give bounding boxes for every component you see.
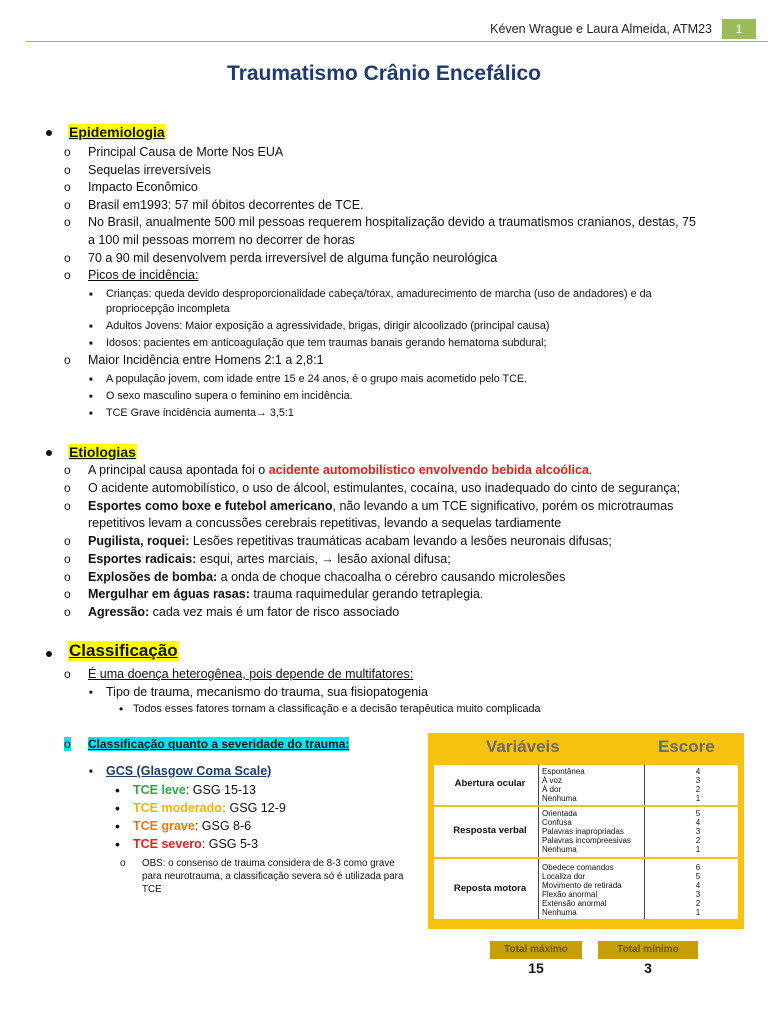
total-min-value: 3	[644, 960, 652, 976]
severidade-item: o Classificação quanto a severidade do trauma:	[88, 737, 349, 751]
divider	[538, 765, 539, 805]
bullet-icon	[46, 130, 52, 136]
list-item: o Principal Causa de Morte Nos EUA	[88, 145, 283, 159]
header-divider	[26, 41, 768, 42]
total-max-label: Total máximo	[490, 941, 582, 959]
list-item: o Esportes radicais: esqui, artes marciais, → lesão axional difusa;	[88, 552, 451, 566]
total-max-value: 15	[528, 960, 544, 976]
col-header-escore: Escore	[658, 737, 715, 756]
picos-item: ■ Crianças: queda devido desproporcionalidade cabeça/tórax, amadurecimento de marcha (uso de andadores) e da	[106, 288, 652, 300]
table-row	[434, 765, 738, 805]
row-scores: 5 4 3 2 1	[695, 809, 701, 854]
homens-item: ■ O sexo masculino supera o feminino em incidência.	[106, 390, 353, 402]
picos-item-continuation: propriocepção incompleta	[106, 303, 230, 315]
list-item: o Mergulhar em águas rasas: trauma raquimedular gerando tetraplegia.	[88, 587, 483, 601]
row-name: Resposta verbal	[453, 825, 527, 836]
homens-item: ■ A população jovem, com idade entre 15 e 24 anos, é o grupo mais acometido pelo TCE.	[106, 373, 527, 385]
page-number: 1	[722, 19, 756, 39]
list-item: o O acidente automobilístico, o uso de álcool, estimulantes, cocaína, uso inadequado do cinto de segurança;	[88, 481, 680, 495]
header-authors: Kéven Wrague e Laura Almeida, ATM23	[490, 22, 712, 36]
section-heading: Etiologias	[69, 444, 136, 460]
tce-severo: • TCE severo: GSG 5-3	[133, 837, 258, 851]
list-item-homens: o Maior Incidência entre Homens 2:1 a 2,8:1	[88, 353, 324, 367]
homens-item: ■ TCE Grave incidência aumenta→ 3,5:1	[106, 407, 294, 419]
picos-item: ■ Idosos: pacientes em anticoagulação que tem traumas banais gerando hematoma subdural;	[106, 337, 547, 349]
picos-item: ■ Adultos Jovens: Maior exposição a agressividade, brigas, dirigir alcoolizado (principal causa)	[106, 320, 550, 332]
row-items: Orientada Confusa Palavras inapropriadas Palavras incompreesivas Nenhuma	[542, 809, 631, 854]
bullet-icon	[46, 651, 52, 657]
list-item: o Agressão: cada vez mais é um fator de risco associado	[88, 605, 399, 619]
divider	[538, 807, 539, 857]
row-items: Espontânea À voz À dor Nenhuma	[542, 767, 585, 803]
list-item: o É uma doença heterogênea, pois depende de multifatores:	[88, 667, 413, 681]
list-item: o A principal causa apontada foi o acidente automobilístico envolvendo bebida alcoólica.	[88, 463, 592, 477]
list-item: o Esportes como boxe e futebol americano, não levando a um TCE significativo, porém os microtraumas	[88, 499, 673, 513]
row-scores: 6 5 4 3 2 1	[695, 863, 701, 917]
total-min-label: Total mínimo	[598, 941, 698, 959]
bullet-icon	[46, 450, 52, 456]
list-item: o Pugilista, roquei: Lesões repetitivas traumáticas acabam levando a lesões neuronais difusas;	[88, 534, 612, 548]
list-item: o Brasil em1993: 57 mil óbitos decorrentes de TCE.	[88, 198, 364, 212]
row-scores: 4 3 2 1	[695, 767, 701, 803]
table-row	[434, 859, 738, 919]
list-item: o Sequelas irreversíveis	[88, 163, 211, 177]
list-item-continuation: repetitivos levam a concussões cerebrais repetitivas, levando a sequelas tardiamente	[88, 516, 562, 530]
tce-leve: • TCE leve: GSG 15-13	[133, 783, 256, 797]
row-name: Reposta motora	[453, 883, 527, 894]
section-heading: Classificação	[69, 641, 178, 660]
list-item: o Impacto Econômico	[88, 180, 198, 194]
col-header-variaveis: Variáveis	[486, 737, 560, 756]
section-heading: Epidemiologia	[69, 124, 165, 140]
gcs-table	[428, 733, 744, 929]
list-item: o 70 a 90 mil desenvolvem perda irreversível de alguma função neurológica	[88, 251, 497, 265]
list-item-continuation: a 100 mil pessoas morrem no decorrer de horas	[88, 233, 355, 247]
divider	[538, 859, 539, 919]
obs-note: o OBS: o consenso de trauma considera de 8-3 como grave para neurotrauma, a classificação severa só é utilizada para TCE	[142, 857, 412, 896]
list-item-picos: o Picos de incidência:	[88, 268, 198, 282]
tce-moderado: • TCE moderado: GSG 12-9	[133, 801, 286, 815]
row-items: Obedece comandos Localiza dor Movimento de retirada Flexão anormal Extensão anormal Nenhuma	[542, 863, 622, 917]
list-item: o Explosões de bomba: a onda de choque chacoalha o cérebro causando microlesões	[88, 570, 565, 584]
tce-grave: • TCE grave: GSG 8-6	[133, 819, 251, 833]
sub-sub-item: • Todos esses fatores tornam a classificação e a decisão terapêutica muito complicada	[133, 703, 541, 715]
row-name: Abertura ocular	[454, 778, 526, 789]
page-title: Traumatismo Crânio Encefálico	[227, 62, 541, 85]
divider	[644, 859, 645, 919]
list-item: o No Brasil, anualmente 500 mil pessoas requerem hospitalização devido a traumatismos cranianos, destas, 75	[88, 215, 696, 229]
divider	[644, 765, 645, 805]
table-row	[434, 807, 738, 857]
gcs-item: ■ GCS (Glasgow Coma Scale)	[106, 764, 271, 778]
sub-item: ■ Tipo de trauma, mecanismo do trauma, sua fisiopatogenia	[106, 685, 428, 699]
divider	[644, 807, 645, 857]
